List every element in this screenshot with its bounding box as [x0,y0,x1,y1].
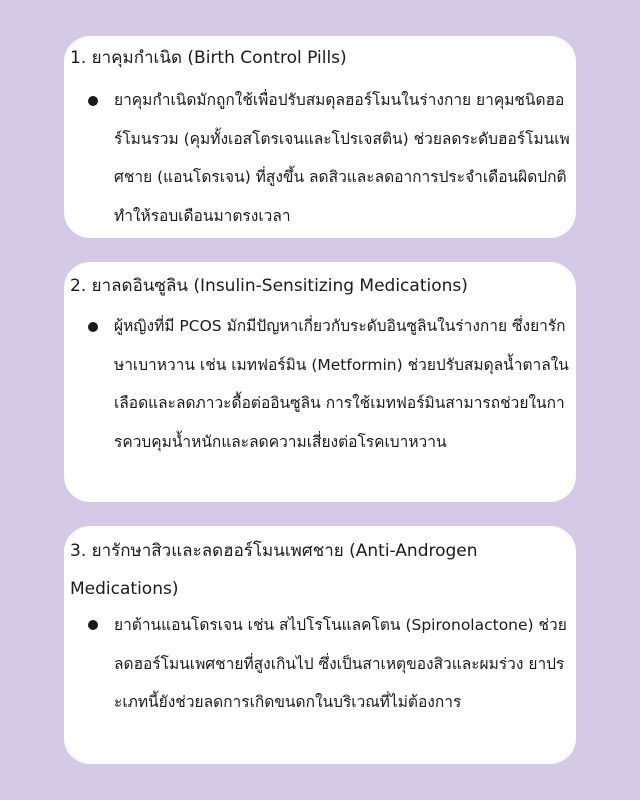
section-card-birth-control [64,36,576,238]
section-heading: 2. ยาลดอินซูลิน (Insulin-Sensitizing Medications) [70,276,468,296]
section-body-text: ยาต้านแอนโดรเจน เช่น สไปโรโนแลคโตน (Spironolactone) ช่วยลดฮอร์โมนเพศชายที่สูงเกินไป ซึ่งเป็นสาเหตุของสิวและผมร่วง ยาประเภทนี้ยังช่วยลดการเกิดขนดกในบริเวณที่ไม่ต้องการ [114,616,567,711]
section-card-insulin [64,262,576,502]
bullet-icon [88,96,98,106]
bullet-icon [88,620,98,630]
section-card-anti-androgen [64,526,576,764]
section-heading: 3. ยารักษาสิวและลดฮอร์โมนเพศชาย (Anti-Androgen Medications) [70,541,478,599]
section-heading: 1. ยาคุมกำเนิด (Birth Control Pills) [70,48,347,68]
section-body-text: ผู้หญิงที่มี PCOS มักมีปัญหาเกี่ยวกับระดับอินซูลินในร่างกาย ซึ่งยารักษาเบาหวาน เช่น เมทฟอร์มิน (Metformin) ช่วยปรับสมดุลน้ำตาลในเลือดและลดภาวะดื้อต่ออินซูลิน การใช้เมทฟอร์มินสามารถช่วยในการควบคุมน้ำหนักและลดความเสี่ยงต่อโรคเบาหวาน [114,317,569,451]
bullet-icon [88,322,98,332]
section-body-text: ยาคุมกำเนิดมักถูกใช้เพื่อปรับสมดุลฮอร์โมนในร่างกาย ยาคุมชนิดฮอร์โมนรวม (คุมทั้งเอสโตรเจนและโปรเจสติน) ช่วยลดระดับฮอร์โมนเพศชาย (แอนโดรเจน) ที่สูงขึ้น ลดสิวและลดอาการประจำเดือนผิดปกติ ทำให้รอบเดือนมาตรงเวลา [114,91,570,225]
